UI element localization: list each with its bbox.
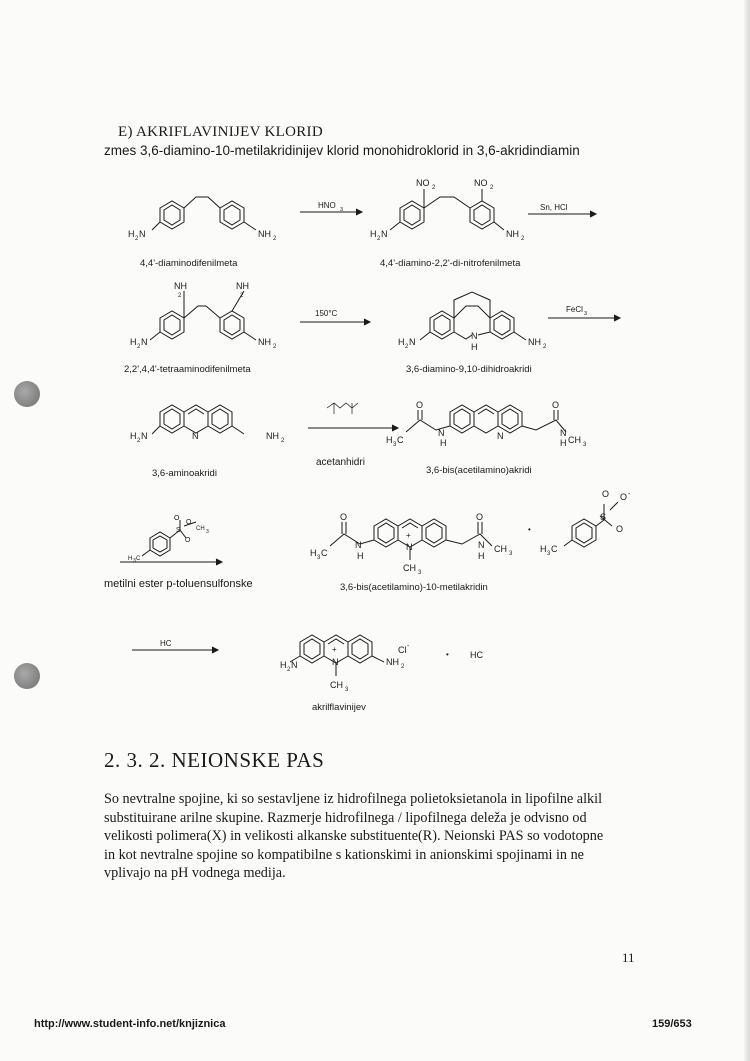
svg-text:•: • [446, 650, 449, 659]
svg-text:N: N [406, 542, 413, 552]
svg-text:H: H [398, 337, 405, 347]
svg-text:CH: CH [330, 680, 343, 690]
svg-text:CH: CH [568, 435, 581, 445]
svg-text:H: H [357, 551, 364, 561]
svg-text:2: 2 [377, 236, 381, 242]
svg-text:O: O [185, 537, 191, 544]
svg-text:2: 2 [401, 664, 405, 670]
svg-text:N: N [139, 229, 146, 239]
svg-text:3: 3 [317, 555, 321, 561]
svg-text:2: 2 [543, 344, 547, 350]
svg-text:NO: NO [474, 178, 488, 188]
atom-h2n-1: H [128, 229, 135, 239]
reagent-acetanhydride: acetanhidri [316, 457, 365, 468]
section2-heading: 2. 3. 2. NEIONSKE PAS [104, 748, 325, 772]
svg-text:NH: NH [266, 431, 279, 441]
svg-text:Cl: Cl [398, 645, 407, 655]
label-compound-7: 3,6-bis(acetilamino)-10-metilakridin [340, 582, 488, 593]
svg-text:H: H [130, 337, 137, 347]
svg-text:N: N [355, 540, 362, 550]
body-paragraph [104, 790, 624, 883]
svg-text:NO: NO [416, 178, 430, 188]
svg-text:H: H [310, 548, 317, 558]
svg-text:+: + [332, 645, 337, 654]
label-compound-5: 3,6-aminoakridi [152, 468, 217, 479]
structure-dinitrophenylmethane [390, 189, 504, 230]
svg-text:NH: NH [236, 281, 249, 291]
footer-page-count: 159/653 [652, 1018, 692, 1030]
svg-text:2: 2 [135, 236, 139, 242]
svg-text:NH: NH [528, 337, 541, 347]
svg-text:CH: CH [196, 526, 205, 532]
svg-text:O: O [186, 519, 192, 526]
svg-text:3: 3 [584, 311, 588, 317]
section-subtitle: zmes 3,6-diamino-10-metilakridinijev klorid monohidroklorid in 3,6-akridindiamin [104, 143, 580, 158]
svg-text:CH: CH [403, 563, 416, 573]
svg-text:3: 3 [583, 442, 587, 448]
svg-text:H: H [370, 229, 377, 239]
svg-text:3: 3 [547, 551, 551, 557]
svg-text:2: 2 [273, 344, 277, 350]
svg-text:2: 2 [405, 344, 409, 350]
svg-text:3: 3 [206, 529, 209, 535]
svg-text:N: N [332, 657, 339, 667]
svg-text:H: H [560, 438, 567, 448]
svg-text:O: O [476, 512, 484, 522]
svg-text:S: S [600, 512, 607, 522]
svg-text:N: N [409, 337, 416, 347]
label-compound-3: 2,2',4,4'-tetraaminodifenilmeta [124, 364, 251, 375]
svg-text:3: 3 [509, 551, 513, 557]
svg-text:3: 3 [393, 442, 397, 448]
svg-text:C: C [321, 548, 328, 558]
svg-text:O: O [602, 489, 610, 499]
svg-text:H: H [280, 660, 287, 670]
svg-text:C: C [551, 544, 558, 554]
paragraph-line: So nevtralne spojine, ki so sestavljene iz hidrofilnega polietoksietanola in lipofilne alkil [104, 791, 603, 807]
svg-text:N: N [497, 431, 504, 441]
svg-text:2: 2 [287, 667, 291, 673]
structure-methylacridinium [330, 502, 618, 560]
svg-text:2: 2 [137, 344, 141, 350]
svg-text:-: - [407, 643, 410, 650]
svg-text:C: C [397, 435, 404, 445]
svg-text:H: H [386, 435, 393, 445]
svg-text:N: N [291, 660, 298, 670]
svg-text:3: 3 [418, 570, 422, 576]
svg-text:H: H [440, 438, 447, 448]
reagent-fecl3: FeCl [566, 305, 583, 314]
reagent-sn-hcl: Sn, HCl [540, 203, 568, 212]
svg-text:O: O [340, 512, 348, 522]
svg-text:NH: NH [174, 281, 187, 291]
svg-text:2: 2 [137, 438, 141, 444]
svg-text:2: 2 [432, 185, 436, 191]
label-compound-2: 4,4'-diamino-2,2'-di-nitrofenilmeta [380, 258, 521, 269]
svg-text:NH: NH [386, 657, 399, 667]
svg-text:O: O [174, 515, 180, 522]
footer-url-link[interactable]: http://www.student-info.net/knjiznica [34, 1018, 226, 1030]
svg-text:N: N [381, 229, 388, 239]
label-compound-4: 3,6-diamino-9,10-dihidroakridi [406, 364, 532, 375]
svg-text:N: N [438, 428, 445, 438]
svg-text:3: 3 [340, 207, 344, 213]
svg-text:2: 2 [490, 185, 494, 191]
svg-text:2: 2 [240, 293, 244, 299]
svg-text:H: H [471, 342, 478, 352]
structure-bisacetylaminoacridine [406, 405, 566, 433]
svg-text:N: N [471, 331, 478, 341]
svg-text:NH: NH [258, 337, 271, 347]
reagent-heat: 150°C [315, 309, 338, 318]
paragraph-line: substituirane arilne skupine. Razmerje hidrofilnega / lipofilnega deleža je odvisno od [104, 809, 587, 826]
svg-text:2: 2 [281, 438, 285, 444]
label-reagent-ester: metilni ester p-toluensulfonske [104, 578, 253, 590]
svg-text:•: • [528, 525, 531, 534]
svg-text:2: 2 [273, 236, 277, 242]
reagent-hno3: HNO [318, 201, 336, 210]
svg-text:O: O [552, 400, 560, 410]
svg-text:+: + [406, 531, 411, 540]
svg-text:H: H [130, 431, 137, 441]
svg-text:CH: CH [494, 544, 507, 554]
svg-text:H: H [128, 556, 133, 562]
svg-text:2: 2 [178, 293, 182, 299]
svg-text:H: H [478, 551, 485, 561]
paragraph-line: velikosti polimera(X) in velikosti alkanske substituente(R). Neionski PAS so vodotopne [104, 828, 604, 844]
label-compound-1: 4,4'-diaminodifenilmeta [140, 258, 238, 269]
svg-text:N: N [141, 431, 148, 441]
svg-text:O: O [616, 524, 624, 534]
svg-text:N: N [141, 337, 148, 347]
paragraph-line: vplivajo na pH vodnega medija. [104, 865, 286, 881]
svg-text:O: O [620, 492, 628, 502]
structure-diaminodiphenylmethane [152, 197, 256, 230]
svg-text:N: N [192, 431, 199, 441]
structure-acriflavinium [290, 635, 384, 676]
svg-text:3: 3 [345, 687, 349, 693]
label-compound-8: akrilflavinijev [312, 702, 366, 713]
paragraph-line: in kot nevtralne spojine so kompatibilne s kationskimi in anionskimi spojinami in ne [104, 846, 584, 863]
svg-text:N: N [478, 540, 485, 550]
svg-text:N: N [560, 428, 567, 438]
page-number: 11 [622, 950, 635, 965]
svg-text:O: O [416, 400, 424, 410]
svg-text:NH: NH [258, 229, 271, 239]
reagent-hc: HC [160, 639, 172, 648]
structure-aminoacridine [152, 405, 244, 434]
svg-text:NH: NH [506, 229, 519, 239]
svg-text:HC: HC [470, 650, 483, 660]
svg-text:-: - [628, 491, 631, 498]
svg-text:3: 3 [133, 558, 136, 564]
svg-text:H: H [540, 544, 547, 554]
svg-text:S: S [176, 527, 181, 534]
svg-text:2: 2 [521, 236, 525, 242]
svg-text:C: C [136, 556, 141, 562]
label-compound-6: 3,6-bis(acetilamino)akridi [426, 465, 532, 476]
section-heading: E) AKRIFLAVINIJEV KLORID [118, 124, 323, 140]
